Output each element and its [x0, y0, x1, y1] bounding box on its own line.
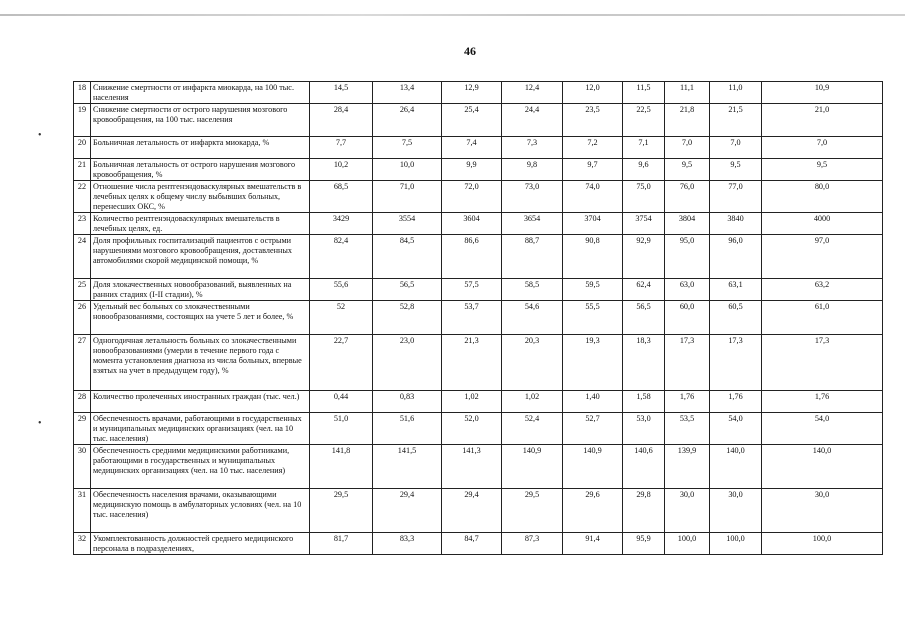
value-cell: 29,4: [373, 489, 442, 533]
table-row: [74, 235, 883, 279]
indicator-name-cell: Снижение смертности от острого нарушения мозгового кровообращения, на 100 тыс. населения: [91, 104, 310, 137]
value-cell: 10,9: [762, 82, 883, 104]
value-cell: 29,4: [442, 489, 502, 533]
value-cell: 1,02: [502, 391, 563, 413]
value-cell: 12,4: [502, 82, 563, 104]
value-cell: 141,8: [310, 445, 373, 489]
value-cell: 7,0: [665, 137, 710, 159]
value-cell: 9,6: [623, 159, 665, 181]
value-cell: 20,3: [502, 335, 563, 391]
value-cell: 139,9: [665, 445, 710, 489]
value-cell: 100,0: [762, 533, 883, 555]
row-number-cell: 19: [74, 104, 91, 137]
value-cell: 141,5: [373, 445, 442, 489]
value-cell: 11,1: [665, 82, 710, 104]
value-cell: 80,0: [762, 181, 883, 213]
indicator-name-cell: Отношение числа рентгенэндоваскулярных вмешательств в лечебных целях к общему числу выбывших больных, перенесших ОКС, %: [91, 181, 310, 213]
value-cell: 63,1: [710, 279, 762, 301]
value-cell: 54,6: [502, 301, 563, 335]
row-number-cell: 28: [74, 391, 91, 413]
value-cell: 22,7: [310, 335, 373, 391]
margin-bullet: •: [38, 130, 42, 141]
value-cell: 7,4: [442, 137, 502, 159]
value-cell: 54,0: [710, 413, 762, 445]
value-cell: 56,5: [373, 279, 442, 301]
value-cell: 71,0: [373, 181, 442, 213]
value-cell: 92,9: [623, 235, 665, 279]
table-row: [74, 335, 883, 391]
value-cell: 9,8: [502, 159, 563, 181]
value-cell: 29,5: [310, 489, 373, 533]
value-cell: 9,5: [762, 159, 883, 181]
table-row: [74, 391, 883, 413]
value-cell: 9,5: [665, 159, 710, 181]
value-cell: 84,5: [373, 235, 442, 279]
value-cell: 29,8: [623, 489, 665, 533]
value-cell: 28,4: [310, 104, 373, 137]
value-cell: 11,0: [710, 82, 762, 104]
value-cell: 60,0: [665, 301, 710, 335]
value-cell: 88,7: [502, 235, 563, 279]
value-cell: 19,3: [563, 335, 623, 391]
value-cell: 30,0: [762, 489, 883, 533]
row-number-cell: 18: [74, 82, 91, 104]
table-row: [74, 279, 883, 301]
value-cell: 13,4: [373, 82, 442, 104]
table-row: [74, 533, 883, 555]
value-cell: 53,0: [623, 413, 665, 445]
value-cell: 60,5: [710, 301, 762, 335]
value-cell: 68,5: [310, 181, 373, 213]
value-cell: 97,0: [762, 235, 883, 279]
value-cell: 3804: [665, 213, 710, 235]
value-cell: 140,6: [623, 445, 665, 489]
value-cell: 11,5: [623, 82, 665, 104]
value-cell: 1,02: [442, 391, 502, 413]
value-cell: 3704: [563, 213, 623, 235]
table-row: [74, 445, 883, 489]
value-cell: 63,0: [665, 279, 710, 301]
value-cell: 24,4: [502, 104, 563, 137]
indicator-name-cell: Обеспеченность средними медицинскими работниками, работающими в государственных и муниципальных медицинских организациях (чел. на 10 тыс. населения): [91, 445, 310, 489]
value-cell: 26,4: [373, 104, 442, 137]
value-cell: 25,4: [442, 104, 502, 137]
value-cell: 7,2: [563, 137, 623, 159]
indicator-name-cell: Количество рентгенэндоваскулярных вмешательств в лечебных целях, ед.: [91, 213, 310, 235]
value-cell: 18,3: [623, 335, 665, 391]
value-cell: 56,5: [623, 301, 665, 335]
value-cell: 75,0: [623, 181, 665, 213]
indicator-name-cell: Доля профильных госпитализаций пациентов с острыми нарушениями мозгового кровообращения, доставленных автомобилями скорой медицинской помощи, %: [91, 235, 310, 279]
value-cell: 74,0: [563, 181, 623, 213]
value-cell: 52,4: [502, 413, 563, 445]
margin-bullet: •: [38, 418, 42, 429]
value-cell: 140,9: [502, 445, 563, 489]
indicator-name-cell: Больничная летальность от инфаркта миокарда, %: [91, 137, 310, 159]
indicator-name-cell: Снижение смертности от инфаркта миокарда, на 100 тыс. населения: [91, 82, 310, 104]
table-row: [74, 137, 883, 159]
indicator-name-cell: Обеспеченность населения врачами, оказывающими медицинскую помощь в амбулаторных условиях (чел. на 10 тыс. населения): [91, 489, 310, 533]
value-cell: 52,7: [563, 413, 623, 445]
value-cell: 1,76: [710, 391, 762, 413]
row-number-cell: 29: [74, 413, 91, 445]
value-cell: 73,0: [502, 181, 563, 213]
value-cell: 9,5: [710, 159, 762, 181]
value-cell: 84,7: [442, 533, 502, 555]
value-cell: 3840: [710, 213, 762, 235]
value-cell: 7,7: [310, 137, 373, 159]
indicators-table: [73, 81, 883, 555]
row-number-cell: 24: [74, 235, 91, 279]
value-cell: 17,3: [762, 335, 883, 391]
table-row: [74, 159, 883, 181]
value-cell: 95,0: [665, 235, 710, 279]
value-cell: 0,83: [373, 391, 442, 413]
value-cell: 140,0: [762, 445, 883, 489]
value-cell: 91,4: [563, 533, 623, 555]
value-cell: 29,6: [563, 489, 623, 533]
value-cell: 1,76: [762, 391, 883, 413]
value-cell: 100,0: [710, 533, 762, 555]
page-number: 46: [464, 44, 476, 58]
value-cell: 21,8: [665, 104, 710, 137]
row-number-cell: 32: [74, 533, 91, 555]
value-cell: 53,7: [442, 301, 502, 335]
indicator-name-cell: Количество пролеченных иностранных граждан (тыс. чел.): [91, 391, 310, 413]
table-row: [74, 413, 883, 445]
table-row: [74, 104, 883, 137]
value-cell: 54,0: [762, 413, 883, 445]
value-cell: 30,0: [665, 489, 710, 533]
value-cell: 17,3: [665, 335, 710, 391]
scan-edge-line: [0, 14, 905, 16]
value-cell: 1,76: [665, 391, 710, 413]
value-cell: 29,5: [502, 489, 563, 533]
value-cell: 51,0: [310, 413, 373, 445]
value-cell: 83,3: [373, 533, 442, 555]
value-cell: 81,7: [310, 533, 373, 555]
value-cell: 90,8: [563, 235, 623, 279]
value-cell: 3429: [310, 213, 373, 235]
value-cell: 10,0: [373, 159, 442, 181]
value-cell: 87,3: [502, 533, 563, 555]
table-row: [74, 213, 883, 235]
value-cell: 21,3: [442, 335, 502, 391]
value-cell: 53,5: [665, 413, 710, 445]
table-row: [74, 301, 883, 335]
value-cell: 3654: [502, 213, 563, 235]
value-cell: 140,9: [563, 445, 623, 489]
value-cell: 59,5: [563, 279, 623, 301]
value-cell: 77,0: [710, 181, 762, 213]
value-cell: 61,0: [762, 301, 883, 335]
value-cell: 7,0: [710, 137, 762, 159]
value-cell: 86,6: [442, 235, 502, 279]
table-row: [74, 181, 883, 213]
value-cell: 141,3: [442, 445, 502, 489]
row-number-cell: 27: [74, 335, 91, 391]
value-cell: 17,3: [710, 335, 762, 391]
value-cell: 95,9: [623, 533, 665, 555]
value-cell: 140,0: [710, 445, 762, 489]
table-row: [74, 82, 883, 104]
value-cell: 12,9: [442, 82, 502, 104]
value-cell: 51,6: [373, 413, 442, 445]
value-cell: 9,9: [442, 159, 502, 181]
value-cell: 14,5: [310, 82, 373, 104]
row-number-cell: 31: [74, 489, 91, 533]
value-cell: 55,5: [563, 301, 623, 335]
value-cell: 62,4: [623, 279, 665, 301]
value-cell: 0,44: [310, 391, 373, 413]
value-cell: 52,8: [373, 301, 442, 335]
value-cell: 1,58: [623, 391, 665, 413]
value-cell: 21,0: [762, 104, 883, 137]
value-cell: 7,5: [373, 137, 442, 159]
indicator-name-cell: Укомплектованность должностей среднего медицинского персонала в подразделениях,: [91, 533, 310, 555]
value-cell: 9,7: [563, 159, 623, 181]
value-cell: 55,6: [310, 279, 373, 301]
value-cell: 57,5: [442, 279, 502, 301]
value-cell: 52: [310, 301, 373, 335]
value-cell: 72,0: [442, 181, 502, 213]
row-number-cell: 30: [74, 445, 91, 489]
row-number-cell: 20: [74, 137, 91, 159]
indicator-name-cell: Обеспеченность врачами, работающими в государственных и муниципальных медицинских организациях (чел. на 10 тыс. населения): [91, 413, 310, 445]
value-cell: 7,1: [623, 137, 665, 159]
indicator-name-cell: Больничная летальность от острого нарушения мозгового кровообращения, %: [91, 159, 310, 181]
value-cell: 12,0: [563, 82, 623, 104]
row-number-cell: 22: [74, 181, 91, 213]
value-cell: 23,5: [563, 104, 623, 137]
row-number-cell: 25: [74, 279, 91, 301]
value-cell: 58,5: [502, 279, 563, 301]
value-cell: 4000: [762, 213, 883, 235]
row-number-cell: 23: [74, 213, 91, 235]
value-cell: 30,0: [710, 489, 762, 533]
value-cell: 7,0: [762, 137, 883, 159]
value-cell: 96,0: [710, 235, 762, 279]
value-cell: 21,5: [710, 104, 762, 137]
indicator-name-cell: Доля злокачественных новообразований, выявленных на ранних стадиях (I-II стадии), %: [91, 279, 310, 301]
row-number-cell: 26: [74, 301, 91, 335]
value-cell: 52,0: [442, 413, 502, 445]
indicator-name-cell: Одногодичная летальность больных со злокачественными новообразованиями (умерли в течение первого года с момента установления диагноза из числа больных, впервые взятых на учет в предыдущем году), %: [91, 335, 310, 391]
value-cell: 63,2: [762, 279, 883, 301]
value-cell: 100,0: [665, 533, 710, 555]
value-cell: 3604: [442, 213, 502, 235]
value-cell: 3754: [623, 213, 665, 235]
value-cell: 1,40: [563, 391, 623, 413]
row-number-cell: 21: [74, 159, 91, 181]
value-cell: 10,2: [310, 159, 373, 181]
table-row: [74, 489, 883, 533]
indicator-name-cell: Удельный вес больных со злокачественными новообразованиями, состоящих на учете 5 лет и более, %: [91, 301, 310, 335]
value-cell: 23,0: [373, 335, 442, 391]
value-cell: 76,0: [665, 181, 710, 213]
value-cell: 3554: [373, 213, 442, 235]
value-cell: 7,3: [502, 137, 563, 159]
value-cell: 22,5: [623, 104, 665, 137]
value-cell: 82,4: [310, 235, 373, 279]
